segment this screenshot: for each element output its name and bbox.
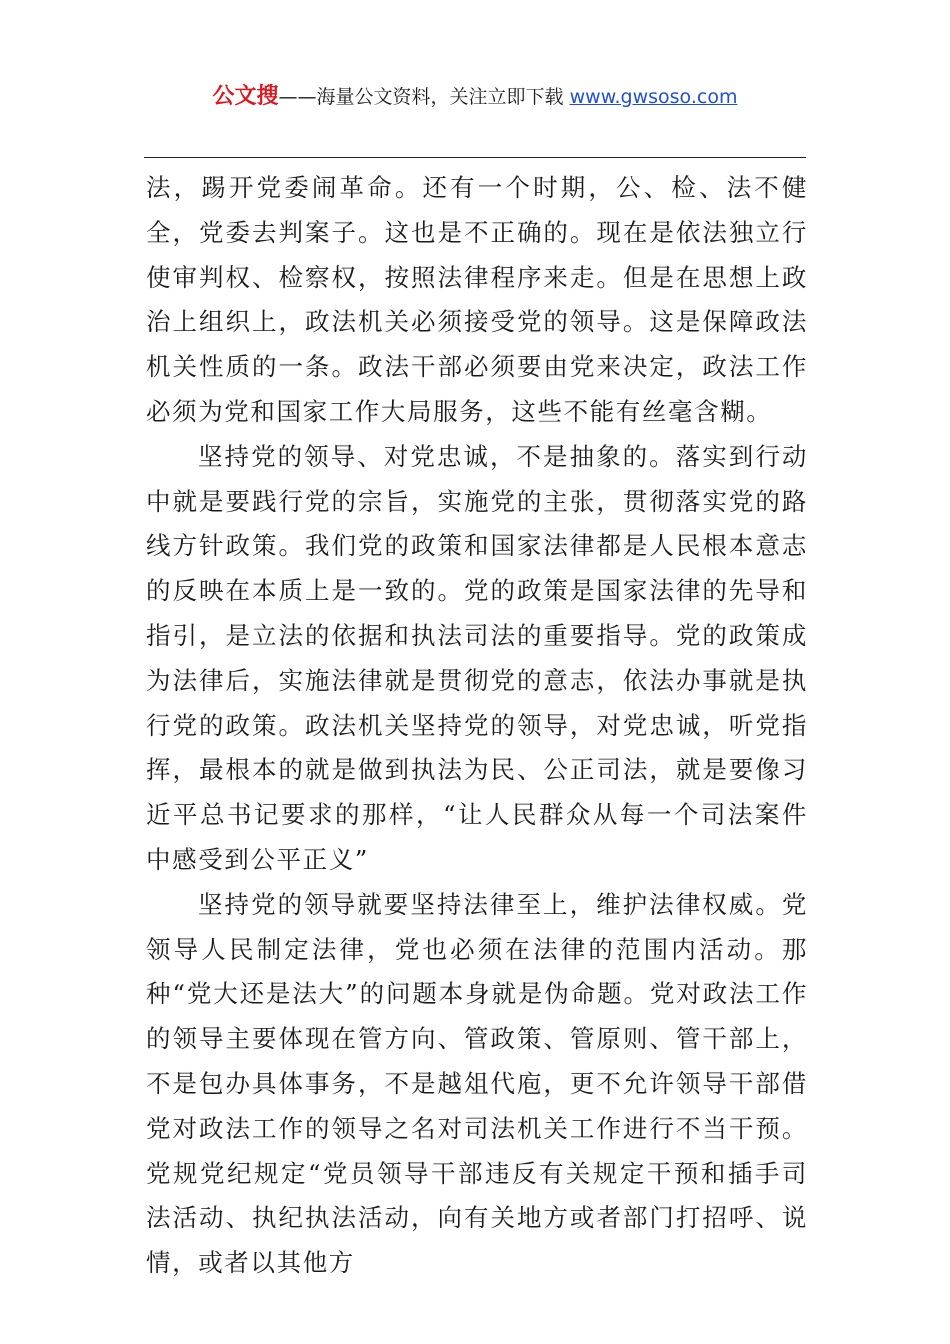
paragraph-2: 坚持党的领导、对党忠诚，不是抽象的。落实到行动中就是要践行党的宗旨，实施党的主张，贯彻落实党的路线方针政策。我们党的政策和国家法律都是人民根本意志的反映在本质上是一致的。党的政策是国家法律的先导和指引，是立法的依据和执法司法的重要指导。党的政策成为法律后，实施法律就是贯彻党的意志，依法办事就是执行党的政策。政法机关坚持党的领导，对党忠诚，听党指挥，最根本的就是做到执法为民、公正司法，就是要像习近平总书记要求的那样，“让人民群众从每一个司法案件中感受到公平正义” xyxy=(146,441,808,874)
paragraph-1: 法，踢开党委闹革命。还有一个时期，公、检、法不健全，党委去判案子。这也是不正确的。现在是依法独立行使审判权、检察权，按照法律程序来走。但是在思想上政治上组织上，政法机关必须接受党的领导。这是保障政法机关性质的一条。政法干部必须要由党来决定，政法工作必须为党和国家工作大局服务，这些不能有丝毫含糊。 xyxy=(146,173,808,426)
document-body xyxy=(146,166,808,1286)
page-header xyxy=(0,83,950,111)
site-link[interactable]: www.gwsoso.com xyxy=(569,86,738,108)
brand-name: 公文搜 xyxy=(212,84,279,109)
paragraph-3: 坚持党的领导就要坚持法律至上，维护法律权威。党领导人民制定法律，党也必须在法律的范围内活动。那种“党大还是法大”的问题本身就是伪命题。党对政法工作的领导主要体现在管方向、管政策、管原则、管干部上，不是包办具体事务，不是越俎代庖，更不允许领导干部借党对政法工作的领导之名对司法机关工作进行不当干预。党规党纪规定“党员领导干部违反有关规定干预和插手司法活动、执纪执法活动，向有关地方或者部门打招呼、说情，或者以其他方 xyxy=(146,889,808,1278)
header-tagline: ——海量公文资料，关注立即下载 xyxy=(278,86,564,108)
header-divider xyxy=(144,157,806,158)
